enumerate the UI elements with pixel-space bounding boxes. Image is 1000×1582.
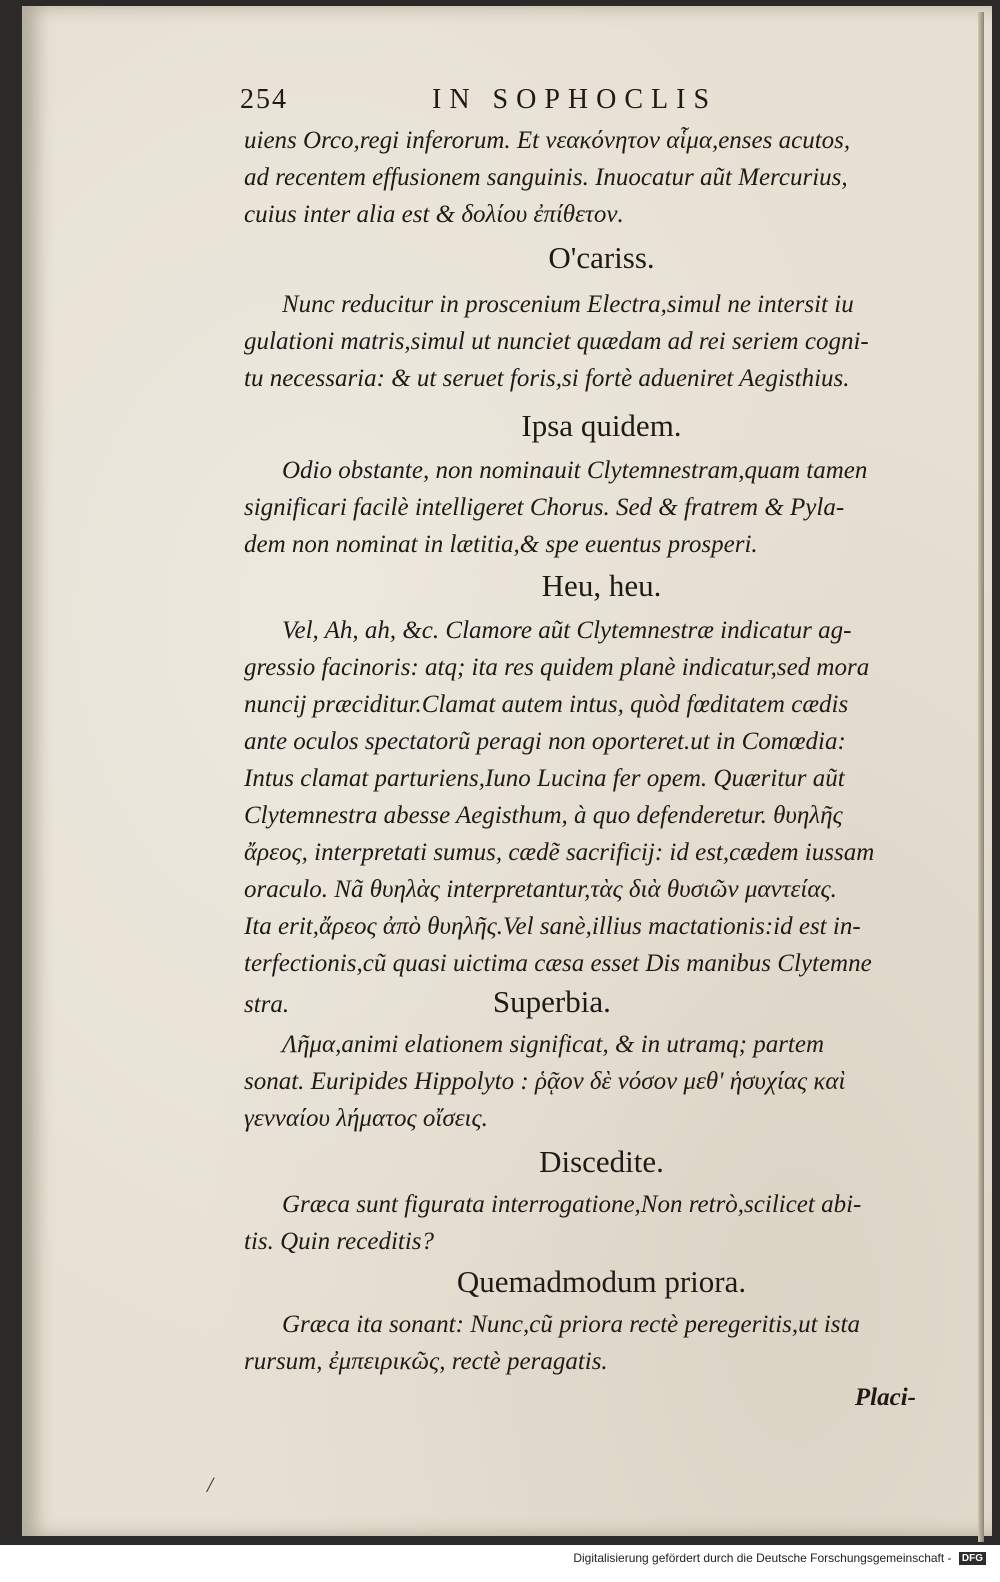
section-heading: O'cariss. [548,240,655,275]
text-line: significari facilè intelligeret Chorus. Sed & fratrem & Pyla- [244,494,845,521]
margin-mark: / [207,1472,214,1497]
paragraph [244,612,959,982]
text-line: tu necessaria: & ut seruet foris,si fortè adueniret Aegisthius. [244,365,850,392]
digitization-credit [573,1551,986,1565]
section-heading: Superbia. [492,984,611,1019]
running-title: IN SOPHOCLIS [432,84,718,115]
credit-text: Digitalisierung gefördert durch die Deutsche Forschungsgemeinschaft - [573,1551,952,1565]
text-line: Intus clamat parturiens,Iuno Lucina fer opem. Quæritur aũt [244,765,845,792]
text-line: γενναίου λήματος οἴσεις. [244,1105,488,1132]
running-head [240,84,800,124]
text-line: sonat. Euripides Hippolyto : ῥᾷον δὲ νόσον μεθ' ἡσυχίας καὶ [244,1068,846,1095]
text-line: cuius inter alia est & δολίου ἐπίθετον. [244,201,624,228]
text-line: Græca sunt figurata interrogatione,Non retrò,scilicet abi- [282,1191,862,1218]
paragraph [244,1306,959,1380]
page-text [22,6,992,1536]
text-line: gressio facinoris: atq; ita res quidem planè indicatur,sed mora [244,654,870,681]
text-line: ad recentem effusionem sanguinis. Inuocatur aũt Mercurius, [244,164,848,191]
text-line: gulationi matris,simul ut nunciet quædam ad rei seriem cogni- [244,328,869,355]
text-line: Vel, Ah, ah, &c. Clamore aũt Clytemnestræ indicatur ag- [282,617,852,644]
text-line: Ita erit,ἄρεος ἀπὸ θυηλῆς.Vel sanè,illius mactationis:id est in- [244,913,861,940]
section-heading-inline [244,982,959,1025]
text-line: dem non nominat in lætitia,& spe euentus prosperi. [244,531,758,558]
section-heading: Heu, heu. [541,568,662,603]
text-line: Odio obstante, non nominauit Clytemnestram,quam tamen [282,457,868,484]
paragraph [244,122,959,233]
text-line: ante oculos spectatorũ peragi non oporteret.ut in Comœdia: [244,728,846,755]
dfg-logo: DFG [959,1552,986,1565]
paragraph [244,452,959,563]
text-line: Clytemnestra abesse Aegisthum, à quo defenderetur. θυηλῆς [244,802,843,829]
text-line: terfectionis,cũ quasi uictima cæsa esset Dis manibus Clytemne [244,950,872,977]
text-line: ἄρεος, interpretati sumus, cædẽ sacrificij: id est,cædem iussam [244,839,875,866]
text-line: tis. Quin receditis? [244,1228,435,1255]
paragraph [244,1026,959,1137]
section-heading: Quemadmodum priora. [456,1264,747,1299]
text-line: Λῆμα,animi elationem significat, & in utramq; partem [282,1031,825,1058]
line-end-fragment: stra. [244,991,290,1018]
paragraph [244,286,959,397]
section-heading: Ipsa quidem. [521,408,682,443]
text-line: rursum, ἐμπειρικῶς, rectè peragatis. [244,1348,608,1375]
catchword: Placi- [854,1384,916,1411]
section-heading: Discedite. [539,1144,664,1179]
text-line: uiens Orco,regi inferorum. Et νεακόνητον αἷμα,enses acutos, [244,127,851,154]
book-page [22,6,992,1536]
text-line: nuncij præciditur.Clamat autem intus, quòd fœditatem cædis [244,691,849,718]
text-line: oraculo. Nã θυηλὰς interpretantur,τὰς διὰ θυσιῶν μαντείας. [244,876,837,903]
page-number: 254 [240,84,288,115]
text-line: Græca ita sonant: Nunc,cũ priora rectè peregeritis,ut ista [282,1311,860,1338]
text-line: Nunc reducitur in proscenium Electra,simul ne intersit iu [282,291,854,318]
paragraph [244,1186,959,1260]
